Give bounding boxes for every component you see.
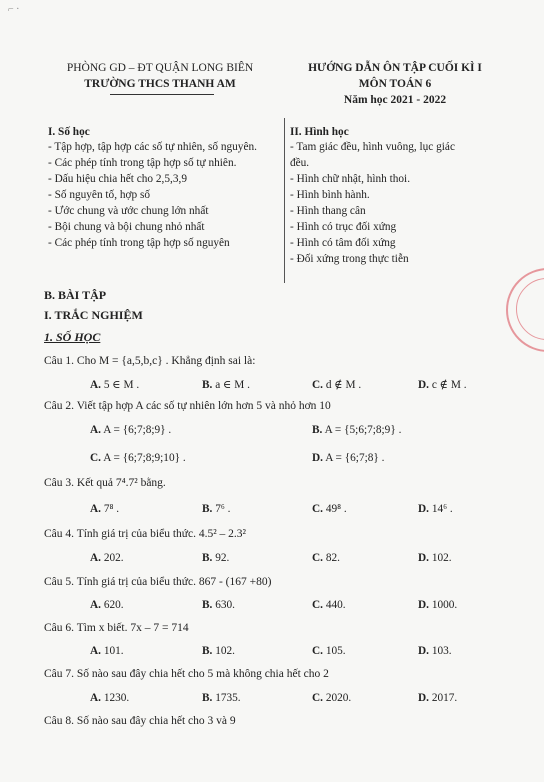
option-d: D. 102. <box>418 552 452 564</box>
option-b: B. a ∈ M . <box>202 379 250 391</box>
topic-item: - Đối xứng trong thực tiễn <box>290 253 409 265</box>
option-b: B. 1735. <box>202 692 241 704</box>
topic-item: - Số nguyên tố, hợp số <box>48 189 150 201</box>
topic-item: - Dấu hiệu chia hết cho 2,5,3,9 <box>48 173 187 185</box>
option-a: A. 1230. <box>90 692 130 704</box>
option-c: C. 49⁸ . <box>312 503 347 515</box>
exercises-heading: B. BÀI TẬP <box>44 288 107 302</box>
option-d: D. 1000. <box>418 599 458 611</box>
question-4: Câu 4. Tính giá trị của biểu thức. 4.5² – 2.3² <box>44 528 246 540</box>
topic-item: - Bội chung và bội chung nhỏ nhất <box>48 221 205 233</box>
option-a: A. 101. <box>90 645 124 657</box>
school-year: Năm học 2021 - 2022 <box>343 94 447 106</box>
topic-item: - Tập hợp, tập hợp các số tự nhiên, số nguyên. <box>48 141 257 153</box>
option-c: C. 82. <box>312 552 340 564</box>
topic-item: - Các phép tính trong tập hợp số tự nhiên. <box>48 157 237 169</box>
school-name: TRƯỜNG THCS THANH AM <box>84 78 236 90</box>
topic-item: - Hình chữ nhật, hình thoi. <box>290 173 411 185</box>
option-d: D. 103. <box>418 645 452 657</box>
option-c: C. A = {6;7;8;9;10} . <box>90 452 186 464</box>
department-name: PHÒNG GD – ĐT QUẬN LONG BIÊN <box>66 62 254 74</box>
geometry-topics-title: II. Hình học <box>290 126 349 138</box>
option-d: D. A = {6;7;8} . <box>312 452 385 464</box>
option-c: C. 105. <box>312 645 346 657</box>
question-1: Câu 1. Cho M = {a,5,b,c} . Khẳng định sai là: <box>44 355 256 367</box>
topics-table <box>40 118 510 280</box>
option-a: A. 7⁸ . <box>90 503 120 515</box>
arithmetic-topics-title: I. Số học <box>48 126 90 138</box>
option-d: D. c ∉ M . <box>418 379 467 391</box>
school-name-underline <box>110 94 214 95</box>
topic-item: - Ước chung và ước chung lớn nhất <box>48 205 209 217</box>
option-d: D. 2017. <box>418 692 458 704</box>
option-a: A. 202. <box>90 552 124 564</box>
option-b: B. 102. <box>202 645 235 657</box>
topic-item: - Hình thang cân <box>290 205 366 217</box>
topic-item: - Hình có tâm đối xứng <box>290 237 396 249</box>
subject-title: MÔN TOÁN 6 <box>358 78 432 90</box>
option-a: A. A = {6;7;8;9} . <box>90 424 172 436</box>
topic-item: đều. <box>290 157 310 169</box>
topic-item: - Hình có trục đối xứng <box>290 221 397 233</box>
arithmetic-section-heading: 1. SỐ HỌC <box>44 330 101 344</box>
option-c: C. 440. <box>312 599 346 611</box>
topic-item: - Tam giác đều, hình vuông, lục giác <box>290 141 455 153</box>
question-6: Câu 6. Tìm x biết. 7x – 7 = 714 <box>44 622 189 634</box>
document-title: HƯỚNG DẪN ÔN TẬP CUỐI KÌ I <box>308 62 482 74</box>
question-5: Câu 5. Tính giá trị của biểu thức. 867 - (167 +80) <box>44 576 272 588</box>
question-3: Câu 3. Kết quả 7⁴.7² bằng. <box>44 477 166 489</box>
corner-scribble-mark: ⌐ · <box>8 4 20 15</box>
multiple-choice-heading: I. TRẮC NGHIỆM <box>44 308 143 322</box>
option-b: B. A = {5;6;7;8;9} . <box>312 424 402 436</box>
topic-item: - Hình bình hành. <box>290 189 370 201</box>
option-c: C. d ∉ M . <box>312 379 362 391</box>
question-7: Câu 7. Số nào sau đây chia hết cho 5 mà không chia hết cho 2 <box>44 668 329 680</box>
option-d: D. 14⁶ . <box>418 503 453 515</box>
option-a: A. 5 ∈ M . <box>90 379 140 391</box>
question-8: Câu 8. Số nào sau đây chia hết cho 3 và 9 <box>44 715 236 727</box>
school-seal-stamp <box>506 268 544 352</box>
topic-item: - Các phép tính trong tập hợp số nguyên <box>48 237 230 249</box>
question-2: Câu 2. Viết tập hợp A các số tự nhiên lớn hơn 5 và nhỏ hơn 10 <box>44 400 331 412</box>
option-b: B. 630. <box>202 599 235 611</box>
option-b: B. 92. <box>202 552 230 564</box>
option-c: C. 2020. <box>312 692 352 704</box>
option-a: A. 620. <box>90 599 124 611</box>
option-b: B. 7⁶ . <box>202 503 231 515</box>
